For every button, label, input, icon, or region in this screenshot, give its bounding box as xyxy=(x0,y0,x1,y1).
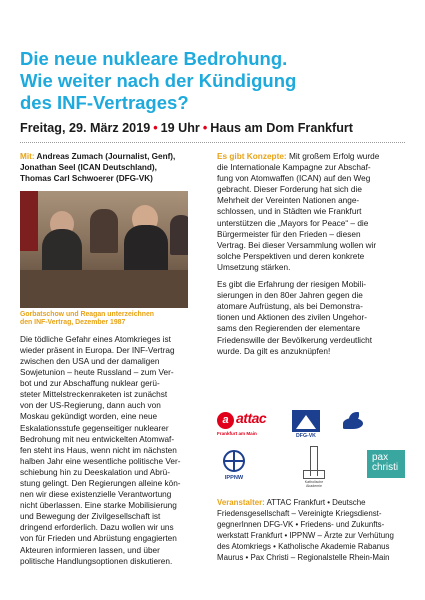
intro-line: wieder präsent in Europa. Der INF-Vertrag xyxy=(20,345,175,355)
treaty-signing-photo xyxy=(20,191,188,308)
rabanus-label: Katholische Akademie xyxy=(304,480,324,488)
intro-line: Akteuren informieren lassen, und über xyxy=(20,545,160,555)
concepts-paragraph: Es gibt Konzepte: Mit großem Erfolg wurde die Internationale Kampagne zur Abschaf- fung von Atomwaffen (ICAN) auf den Weg gebracht. Dieser Forderung hat sich die Mehrheit der Vereinten Nationen ange- schlossen, und in Städten wie Frankfurt unterstützen die „Mayors for Peace“ – die Bürgermeister für den Frieden – diesen Vertrag. Bei dieser Versammlung wollen wir solche Perspektiven und deren konkrete Umsetzung stärken. xyxy=(217,152,380,272)
divider xyxy=(20,142,405,143)
photo-caption: Gorbatschow und Reagan unterzeichnen den INF-Vertrag, Dezember 1987 xyxy=(20,310,155,327)
title-line-1: Die neue nukleare Bedrohung. xyxy=(20,48,288,70)
attac-mark: a xyxy=(217,412,234,429)
title-line-3: des INF-Vertrages? xyxy=(20,92,189,114)
intro-line: nen wir diese existenzielle Verantwortung xyxy=(20,490,172,500)
speaker-2: Jonathan Seel (ICAN Deutschland), xyxy=(20,163,157,173)
intro-line: schiebung hin zu Deeskalation und Abrü- xyxy=(20,467,170,477)
organizers: Veranstalter: ATTAC Frankfurt • Deutsche Friedensgesellschaft – Vereinigte Kriegsdienst- gegnerInnen DFG-VK • Friedens- und Zukunfts- werkstatt Frankfurt • IPPNW – Ärzte zur Verhütung des Atomkriegs • Katholische Akademie Rabanus Maurus • Pax Christi – Regionalstelle Rhein-Main xyxy=(217,497,409,564)
attac-wordmark: attac xyxy=(236,410,267,426)
left-column xyxy=(20,151,206,567)
intro-line: dringend erforderlich. Dazu wollen wir uns xyxy=(20,523,174,533)
organizers-label: Veranstalter: xyxy=(217,498,265,507)
intro-line: Eskalationsstufe gegenseitiger nuklearer xyxy=(20,423,169,433)
dfg-vk-logo xyxy=(288,410,324,440)
organizers-line: Maurus • Pax Christi – Regionalstelle Rhein-Main xyxy=(217,553,390,563)
intro-line: fen steht ins Haus, wenn nicht im nächsten xyxy=(20,445,177,455)
intro-line: bot und zur Abschaffung nuklear gerü- xyxy=(20,379,160,389)
page-title xyxy=(20,48,410,114)
intro-line: nicht überlassen. Eine starke Mobilisierung xyxy=(20,501,177,511)
speakers xyxy=(20,151,206,185)
globe-icon xyxy=(223,450,245,472)
intro-line: Sowjetunion – heute Russland – zum Ver- xyxy=(20,368,174,378)
speaker-3: Thomas Carl Schwoerer (DFG-VK) xyxy=(20,174,153,184)
concepts-label: Es gibt Konzepte: xyxy=(217,152,287,161)
event-date: Freitag, 29. März 2019 xyxy=(20,121,151,135)
intro-line: Bedrohung mit neu entwickelten Atomwaf- xyxy=(20,434,175,444)
experience-paragraph: Es gibt die Erfahrung der riesigen Mobili- sierungen in den 80er Jahren gegen die atomare Aufrüstung, als bei Demonstra- tionen und Aktionen des zivilen Ungehor- sams den Regierenden der elementare Friedenswille der Bevölkerung verdeutlicht wurde. Da gilt es anzuknüpfen! xyxy=(217,280,372,356)
intro-line: halben Jahr eine wesentliche politische Ver- xyxy=(20,456,181,466)
intro-line: zwischen den USA und der damaligen xyxy=(20,356,160,366)
intro-line: steter Mittelstreckenraketen ist zunächst xyxy=(20,390,168,400)
event-separator-2: • xyxy=(202,121,208,135)
pax-line-2: christi xyxy=(372,462,399,473)
speakers-label: Mit: xyxy=(20,152,35,161)
event-separator-1: • xyxy=(153,121,158,135)
intro-line: von für Frieden und Abrüstung engagierten xyxy=(20,534,177,544)
pax-christi-logo xyxy=(367,450,405,478)
pax-line-1: pax xyxy=(372,452,389,463)
dfg-vk-label: DFG-VK xyxy=(296,433,316,439)
intro-line: politische Handlungsoptionen diskutieren. xyxy=(20,556,173,566)
organizers-line: des Atomkriegs • Katholische Akademie Rabanus xyxy=(217,542,390,552)
ippnw-logo xyxy=(217,450,251,488)
organizers-line: werkstatt Frankfurt • IPPNW – Ärzte zur Verhütung xyxy=(217,531,394,541)
intro-line: Moskau gekündigt worden, eine neue xyxy=(20,412,158,422)
event-info xyxy=(20,121,415,135)
organizers-line: gegnerInnen DFG-VK • Friedens- und Zukunfts- xyxy=(217,520,385,530)
intro-text xyxy=(20,334,206,567)
rabanus-maurus-logo xyxy=(299,446,329,488)
ippnw-label: IPPNW xyxy=(224,475,244,481)
title-line-2: Wie weiter nach der Kündigung xyxy=(20,70,297,92)
intro-line: von der US-Regierung, dann auch von xyxy=(20,401,161,411)
speaker-1: Andreas Zumach (Journalist, Genf), xyxy=(36,152,176,161)
intro-line: Die tödliche Gefahr eines Atomkrieges ist xyxy=(20,334,171,344)
attac-logo xyxy=(217,410,273,438)
organizer-logos xyxy=(217,410,407,492)
dove-logo xyxy=(341,412,365,434)
intro-line: und Bewegung der Zivilgesellschaft ist xyxy=(20,512,161,522)
right-column xyxy=(217,151,407,363)
attac-subtitle: Frankfurt am Main xyxy=(217,431,257,436)
event-location: Haus am Dom Frankfurt xyxy=(210,121,354,135)
intro-line: stung gelingt. Den Regierungen alleine kön- xyxy=(20,479,181,489)
organizers-line: Friedensgesellschaft – Vereinigte Kriegsdienst- xyxy=(217,509,382,519)
event-time: 19 Uhr xyxy=(160,121,200,135)
